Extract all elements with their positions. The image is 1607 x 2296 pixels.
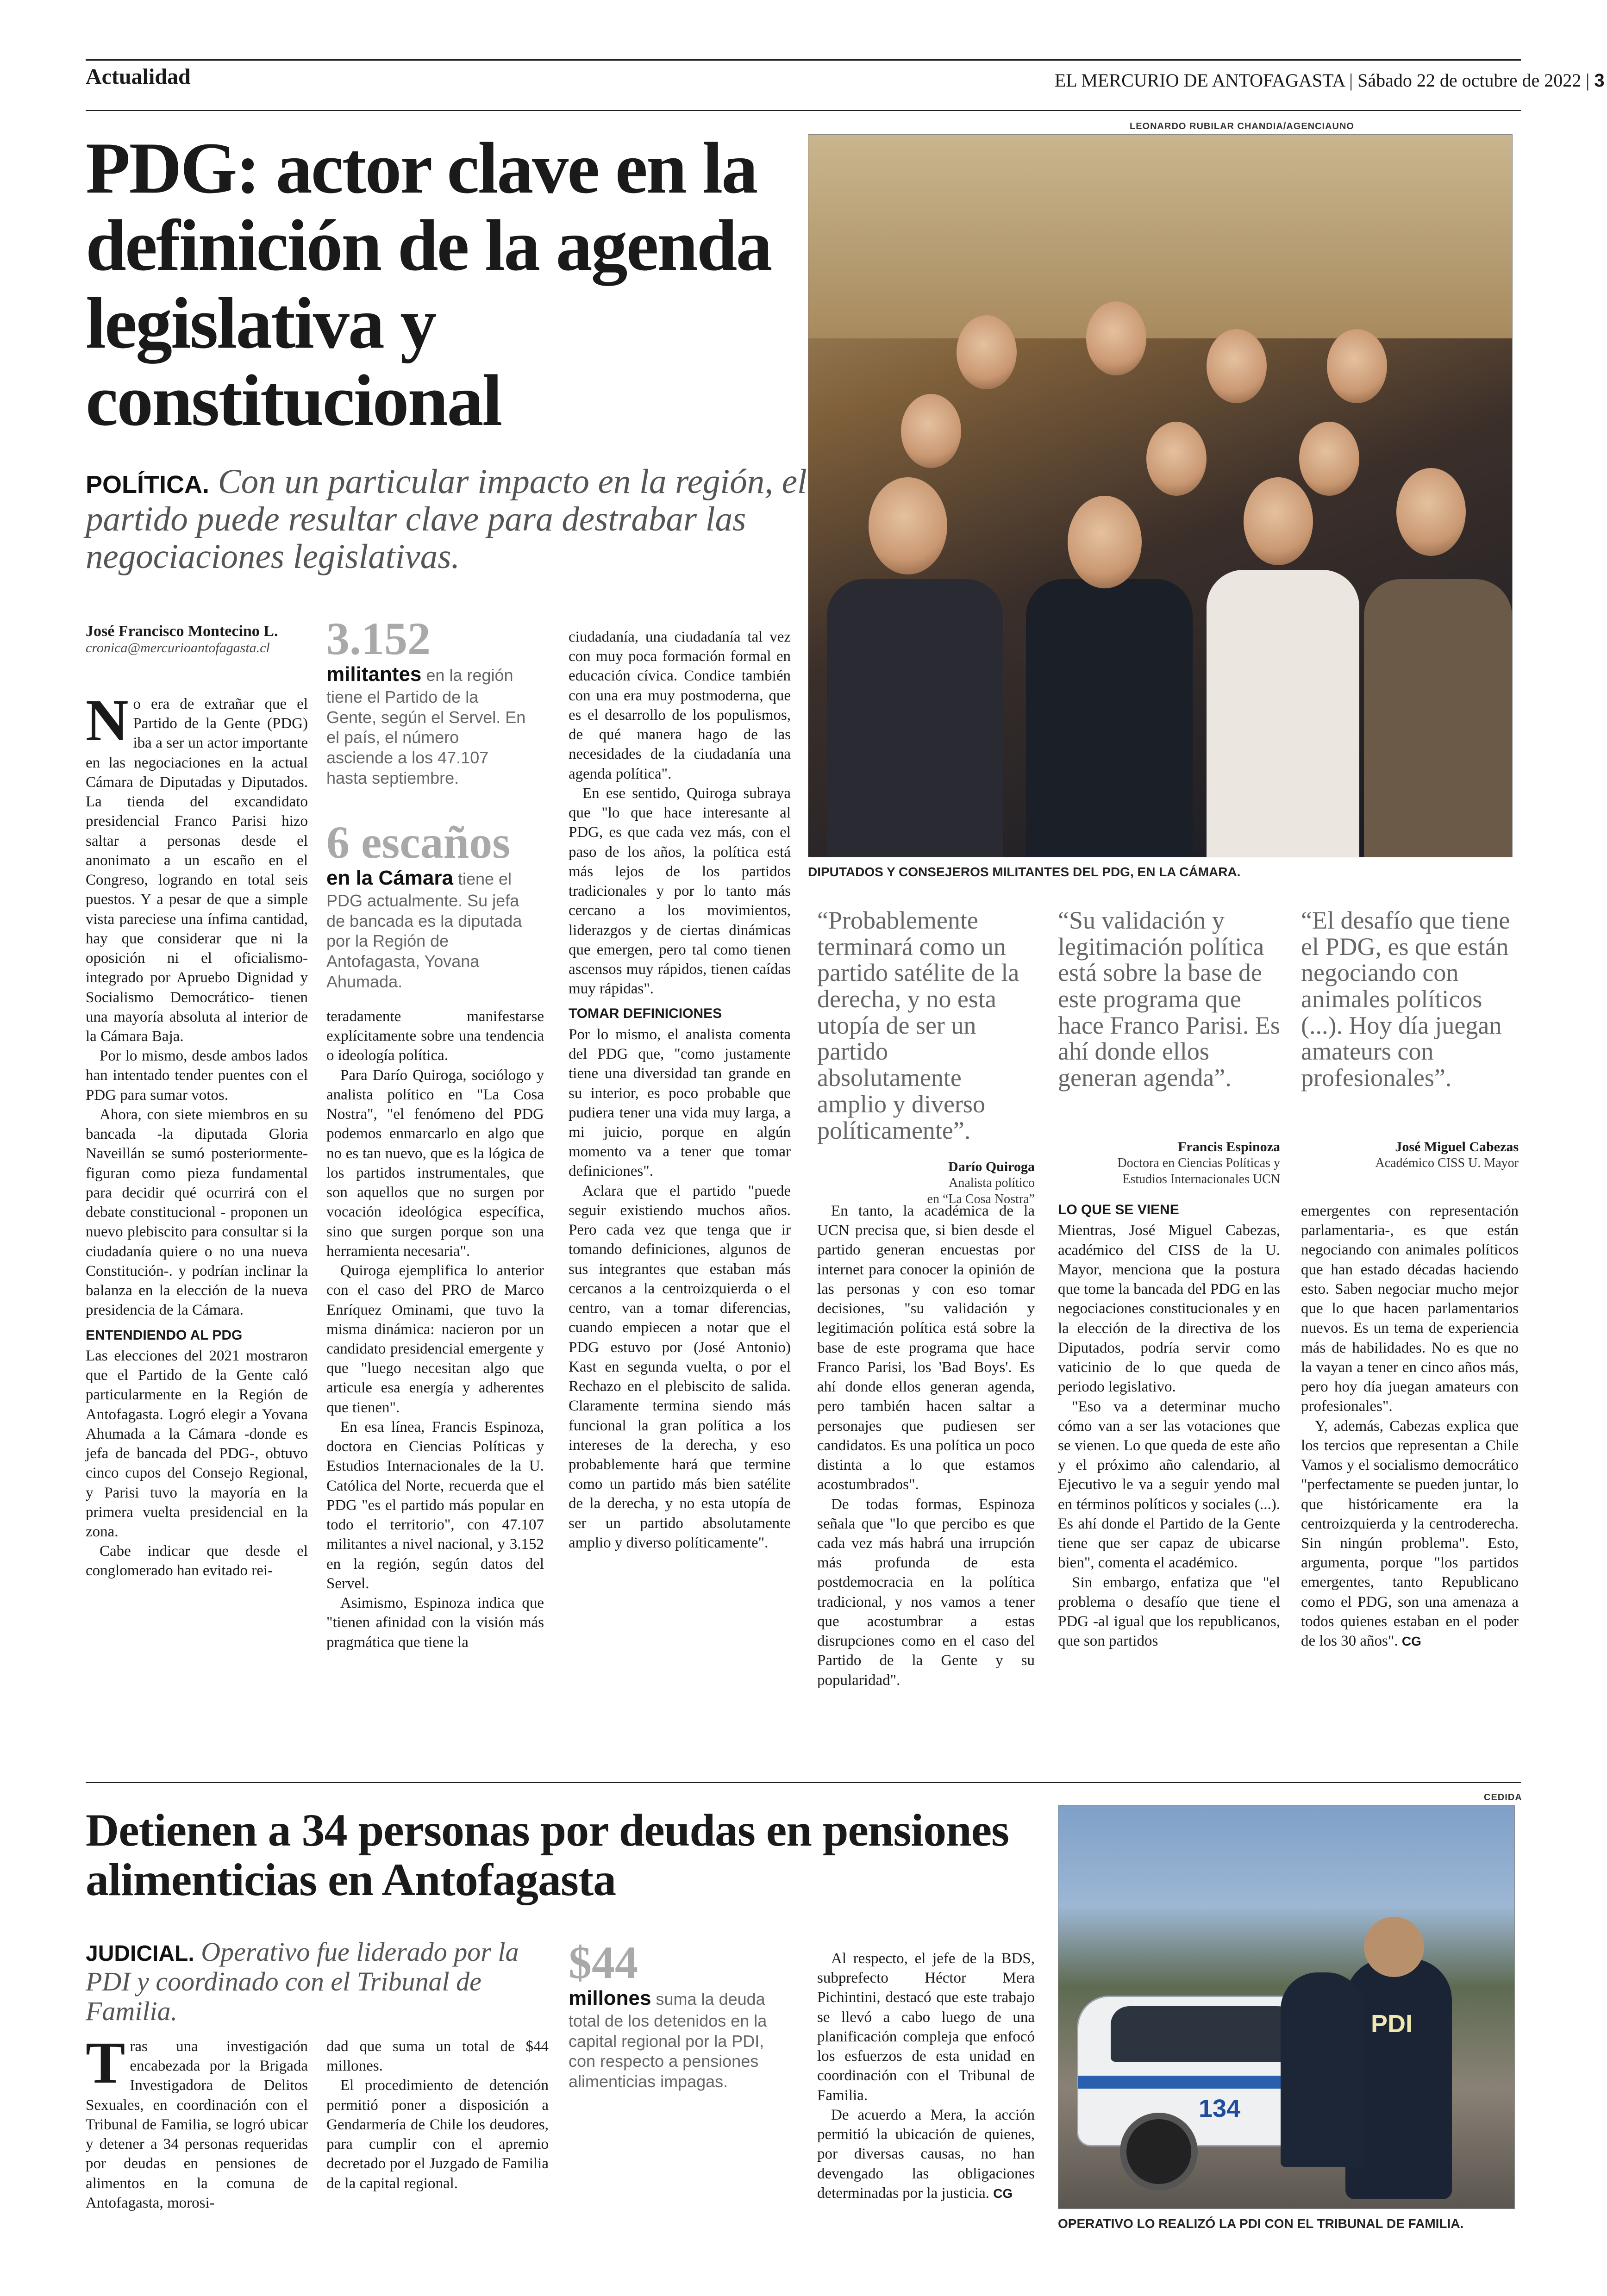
article1-photo	[808, 134, 1513, 857]
fact-box-deuda: $44 millones suma la deuda total de los detenidos en la capital regional por la PDI, con respecto a pensiones alimenticias impagas.	[569, 1940, 791, 2092]
vest-label: PDI	[1371, 2010, 1413, 2038]
masthead-text: EL MERCURIO DE ANTOFAGASTA | Sábado 22 de octubre de 2022 |	[1055, 70, 1590, 91]
article2-column-1: Tras una investigación encabezada por la Brigada Investigadora de Delitos Sexuales, en coordinación con el Tribunal de Familia, se logró ubicar y detener a 34 personas requeridas por deudas en pensiones de alimentos en la comuna de Antofagasta, morosi-	[86, 2030, 308, 2211]
fact-box-escanos: 6 escaños en la Cámara tiene el PDG actualmente. Su jefa de bancada es la diputada por la Región de Antofagasta, Yovana Ahumada.	[326, 819, 530, 992]
article1-column-1: No era de extrañar que el Partido de la Gente (PDG) iba a ser un actor importante en las negociaciones en la actual Cámara de Diputadas y Diputados. La tienda del excandidato presidencial Franco Parisi hizo saltar a personas desde el anonimato a un escaño en el Congreso, logrando en total seis puestos. Y a pesar de que a simple vista pareciese una ínfima cantidad, hay que considerar que ni la oposición ni el oficialismo-integrado por Apruebo Dignidad y Socialismo Democrático- tienen una mayoría absoluta al interior de la Cámara Baja. Por lo mismo, desde ambos lados han intentado tender puentes con el PDG para sumar votos. Ahora, con siete miembros en su bancada -la diputada Gloria Naveillán se sumó posteriormente- figuran como pieza fundamental para decidir qué ocurrirá con el debate constitucional - proponen un nuevo plebiscito para consultar si la ciudadanía quiere o no una nueva Constitución-. y podrían inclinar la balanza en la elección de la nueva presidencia de la Cámara. ENTENDIENDO AL PDG Las elecciones del 2021 mostraron que el Partido de la Gente caló particularmente en la Región de Antofagasta. Logró elegir a Yovana Ahumada a la Cámara -donde es jefa de bancada del PDG-, obtuvo cinco cupos del Consejo Regional, y Parisi tuvo la mayoría en la primera vuelta presidencial en la zona. Cabe indicar que desde el conglomerado han evitado rei-	[86, 687, 308, 1579]
article1-column-6: emergentes con representación parlamentaria-, es que están negociando con animales políticos que han estado décadas haciendo esto. Saben negociar mucho mejor que lo que hacen parlamentarios nuevos. Es un tema de experiencia más de habilidades. No es que no la vayan a tener en cinco años más, pero hoy día juegan amateurs con profesionales". Y, además, Cabezas explica que los tercios que representan a Chile Vamos y el socialismo democrático "perfectamente se pueden juntar, lo que históricamente era la centroizquierda y la centroderecha. Sin ningún problema". Esto, argumenta, porque "los partidos emergentes, tanto Republicano como el PDG, son una amenaza a todos quienes estaban en el poder de los 30 años". CG	[1301, 1203, 1519, 1650]
page-number: 3	[1594, 70, 1605, 91]
article2-column-3: Al respecto, el jefe de la BDS, subprefecto Héctor Mera Pichintini, destacó que este trabajo se llevó a cabo luego de una planificación compleja que enfocó los esfuerzos de esta unidad en coordinación con el Tribunal de Familia. De acuerdo a Mera, la acción permitió la ubicación de quienes, por diversas causas, no han devengado las obligaciones determinadas por la justicia. CG	[817, 1950, 1035, 2202]
car-number: 134	[1199, 2095, 1241, 2122]
header-rule	[86, 110, 1521, 111]
article1-kicker	[86, 463, 808, 575]
subheading-entendiendo: ENTENDIENDO AL PDG	[86, 1327, 243, 1343]
end-mark: CG	[1401, 1634, 1421, 1649]
dropcap: T	[86, 2030, 125, 2096]
pull-quote-cabezas: “El desafío que tiene el PDG, es que están negociando con animales políticos (...). Hoy día juegan amateurs con profesionales”. José Miguel Cabezas Académico CISS U. Mayor	[1301, 906, 1519, 1170]
section-label: Actualidad	[86, 64, 191, 89]
article-divider	[86, 1782, 1521, 1783]
article1-photo-caption: DIPUTADOS Y CONSEJEROS MILITANTES DEL PDG, EN LA CÁMARA.	[808, 865, 1241, 879]
article1-column-4: En tanto, la académica de la UCN precisa que, si bien desde el partido generan encuestas por internet para conocer la opinión de las personas y con eso tomar decisiones, "su validación y legitimación política está sobre la base de este programa que hace Franco Parisi, los 'Bad Boys'. Es ahí donde ellos generan agenda, pero también hacen saltar a personajes que pudiesen ser candidatos. Es una política un poco distinta a lo que estamos acostumbrados". De todas formas, Espinoza señala que "lo que percibo es que cada vez más habrá una irrupción más profunda de esta postdemocracia en la política tradicional, y nos vamos a tener que acostumbrar a estas disrupciones como en el caso del Partido de la Gente y su popularidad".	[817, 1203, 1035, 1689]
end-mark: CG	[993, 2186, 1013, 2201]
photo-wall	[808, 135, 1512, 338]
article2-kicker-label: JUDICIAL.	[86, 1941, 194, 1966]
subheading-tomar-definiciones: TOMAR DEFINICIONES	[569, 1006, 722, 1022]
top-rule	[86, 59, 1521, 61]
article2-kicker	[86, 1937, 549, 2026]
masthead	[1055, 69, 1605, 91]
article2-photo-caption: OPERATIVO LO REALIZÓ LA PDI CON EL TRIBUNAL DE FAMILIA.	[1058, 2216, 1464, 2231]
article1-kicker-label: POLÍTICA.	[86, 471, 209, 499]
article2-photo-credit: CEDIDA	[1484, 1792, 1522, 1803]
byline-email: cronica@mercurioantofagasta.cl	[86, 640, 270, 655]
pull-quote-espinoza: “Su validación y legitimación política está sobre la base de este programa que hace Franco Parisi. Es ahí donde ellos generan agenda”. Francis Espinoza Doctora en Ciencias Políticas y Estudios Internacionales UCN	[1058, 906, 1280, 1186]
byline-name: José Francisco Montecino L.	[86, 623, 278, 640]
byline	[86, 623, 308, 656]
pull-quote-quiroga: “Probablemente terminará como un partido satélite de la derecha, y no esta utopía de ser un partido absolutamente amplio y diverso políticamente”. Darío Quiroga Analista político en “La Cosa Nostra”	[817, 906, 1035, 1207]
fact-number: $44	[569, 1937, 638, 1988]
article1-photo-credit: LEONARDO RUBILAR CHANDIA/AGENCIAUNO	[1130, 121, 1354, 131]
dropcap: N	[86, 687, 129, 753]
subheading-lo-que-se-viene: LO QUE SE VIENE	[1058, 1202, 1179, 1217]
article2-kicker-text: Operativo fue liderado por la PDI y coordinado con el Tribunal de Familia.	[86, 1937, 519, 2026]
article2-column-2: dad que suma un total de $44 millones. El procedimiento de detención permitió poner a disposición a Gendarmería de Chile los deudores, para cumplir con el apremio decretado por el Juzgado de Familia de la capital regional.	[326, 2038, 549, 2192]
fact-number: 3.152	[326, 613, 431, 664]
article2-photo	[1058, 1805, 1515, 2209]
article1-headline: PDG: actor clave en la definición de la agenda legislativa y constitucional	[86, 128, 771, 442]
fact-box-militantes: 3.152 militantes en la región tiene el Partido de la Gente, según el Servel. En el país, el número asciende a los 47.107 hasta septiembre.	[326, 616, 530, 788]
article1-column-2: teradamente manifestarse explícitamente sobre una tendencia o ideología política. Para Darío Quiroga, sociólogo y analista político en "La Cosa Nostra", "el fenómeno del PDG podemos enmarcarlo en algo que no es tan nuevo, que es la lógica de los partidos instrumentales, que son aquellos que no surgen por vocación ideológica específica, sino que surgen porque son una herramienta necesaria". Quiroga ejemplifica lo anterior con el caso del PRO de Marco Enríquez Ominami, que tuvo la misma dinámica: nacieron por un candidato presidencial emergente y que "luego necesitan algo que articule esa energía y adherentes que tienen". En esa línea, Francis Espinoza, doctora en Ciencias Políticas y Estudios Internacionales de la U. Católica del Norte, recuerda que el PDG "es el partido más popular en todo el territorio", con 47.107 militantes a nivel nacional, y 3.152 en la región, según datos del Servel. Asimismo, Espinoza indica que "tienen afinidad con la visión más pragmática que tiene la	[326, 1008, 544, 1651]
article1-column-3: ciudadanía, una ciudadanía tal vez con muy poca formación formal en educación cívica. Condice también con una era muy postmoderna, que es el desarrollo de los populismos, de qué manera hago de las necesidades de la ciudadanía una agenda política". En ese sentido, Quiroga subraya que "lo que hace interesante al PDG, es que cada vez más, con el paso de los años, la política está más lejos de los partidos tradicionales y por lo tanto más cercano a los movimientos, liderazgos y de ciertas dinámicas que emergen, pero tal como tienen ascensos muy rápidos, tienen caídas muy rápidas". TOMAR DEFINICIONES Por lo mismo, el analista comenta del PDG que, "como justamente tiene una diversidad tan grande en su interior, es poco probable que pudiera tener una vida muy larga, a mi juicio, porque en algún momento va a tener que tomar definiciones". Aclara que el partido "puede seguir existiendo muchos años. Pero cada vez que tenga que ir tomando definiciones, algunos de sus integrantes que estaban más cercanos a la centroizquierda o el centro, van a tomar diferencias, cuando empiecen a notar que el PDG estuvo por (José Antonio) Kast en segunda vuelta, o por el Rechazo en el plebiscito de salida. Claramente termina siendo más funcional la gran política a los intereses de la derecha, y eso probablemente hará que termine como un partido más bien satélite de la derecha, y no esta utopía de ser un partido absolutamente amplio y diverso políticamente".	[569, 629, 791, 1551]
article1-kicker-text: Con un particular impacto en la región, el partido puede resultar clave para destrabar las negociaciones legislativas.	[86, 462, 807, 576]
fact-number: 6 escaños	[326, 817, 511, 868]
article2-headline: Detienen a 34 personas por deudas en pensiones alimenticias en Antofagasta	[86, 1804, 1009, 1905]
article1-column-5: LO QUE SE VIENE Mientras, José Miguel Cabezas, académico del CISS de la U. Mayor, menciona que la postura que tome la bancada del PDG en las negociaciones constitucionales y en la elección de la directiva de los Diputados, podría servir como vaticinio de lo que queda de periodo legislativo. "Eso va a determinar mucho cómo van a ser las votaciones que se vienen. Lo que queda de este año y el próximo año calendario, al Ejecutivo le va a seguir yendo mal en términos políticos y sociales (...). Es ahí donde el Partido de la Gente tiene que ser capaz de ubicarse bien", comenta el académico. Sin embargo, enfatiza que "el problema o desafío que tiene el PDG -al igual que los republicanos, que son partidos	[1058, 1202, 1280, 1650]
